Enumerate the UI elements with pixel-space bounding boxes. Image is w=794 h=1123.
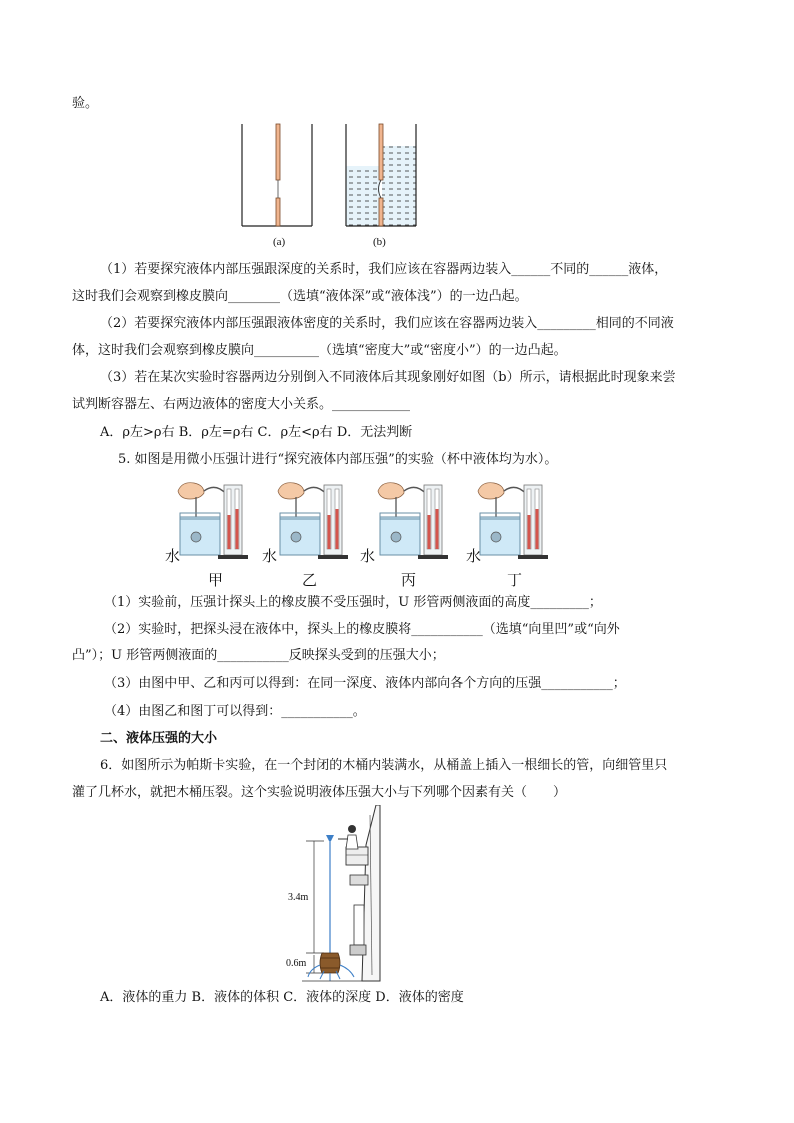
q5-stem: 5. 如图是用微小压强计进行“探究液体内部压强”的实验（杯中液体均为水）。 bbox=[118, 452, 558, 467]
label-water-4: 水 bbox=[466, 547, 482, 565]
label-yi: 乙 bbox=[302, 571, 318, 589]
q4-part2-line2: 体，这时我们会观察到橡皮膜向__________（选填“密度大”或“密度小”）的一边凸起。 bbox=[72, 343, 567, 358]
intro-tail: 验。 bbox=[72, 96, 99, 111]
label-jia: 甲 bbox=[208, 571, 224, 589]
caption-b: (b) bbox=[373, 236, 386, 248]
q5-part3: （3）由图中甲、乙和丙可以得到：在同一深度、液体内部向各个方向的压强___________； bbox=[104, 676, 626, 691]
container-b bbox=[346, 124, 416, 226]
q5-part2-line2: 凸”）；U 形管两侧液面的___________反映探头受到的压强大小； bbox=[72, 648, 445, 663]
q4-part3-line1: （3）若在某次实验时容器两边分别倒入不同液体后其现象刚好如图（b）所示，请根据此时现象来尝 bbox=[100, 370, 676, 385]
label-ding: 丁 bbox=[507, 571, 523, 589]
container-figure-ab bbox=[236, 120, 426, 252]
height-label-tube: 3.4m bbox=[288, 892, 309, 903]
q5-part4: （4）由图乙和图丁可以得到：___________。 bbox=[104, 704, 366, 719]
q4-part2-line1: （2）若要探究液体内部压强跟液体密度的关系时，我们应该在容器两边装入_________相同的不同液 bbox=[100, 316, 674, 331]
label-water-3: 水 bbox=[360, 547, 376, 565]
container-a bbox=[242, 124, 312, 226]
caption-a: (a) bbox=[273, 236, 286, 248]
q5-part2-line1: （2）实验时，把探头浸在液体中，探头上的橡皮膜将___________（选填“向里凹”或“向外 bbox=[104, 622, 620, 637]
q5-part1: （1）实验前，压强计探头上的橡皮膜不受压强时，U 形管两侧液面的高度_________； bbox=[104, 595, 602, 610]
q6-options: A．液体的重力 B．液体的体积 C．液体的深度 D．液体的密度 bbox=[100, 990, 464, 1005]
height-label-barrel: 0.6m bbox=[286, 958, 307, 969]
q6-stem-line2: 灌了几杯水，就把木桶压裂。这个实验说明液体压强大小与下列哪个因素有关（ ） bbox=[72, 785, 567, 800]
label-water-2: 水 bbox=[262, 547, 278, 565]
label-bing: 丙 bbox=[401, 571, 417, 589]
q4-part3-line2: 试判断容器左、右两边液体的密度大小关系。____________ bbox=[72, 397, 411, 412]
q4-part1-line2: 这时我们会观察到橡皮膜向________（选填“液体深”或“液体浅”）的一边凸起。 bbox=[72, 289, 528, 304]
q4-part1-line1: （1）若要探究液体内部压强跟深度的关系时，我们应该在容器两边装入______不同的______液体， bbox=[100, 262, 668, 277]
label-water-1: 水 bbox=[165, 547, 181, 565]
q6-stem-line1: 6．如图所示为帕斯卡实验，在一个封闭的木桶内装满水，从桶盖上插入一根细长的管，向细管里只 bbox=[100, 758, 668, 773]
q4-options: A．ρ左>ρ右 B．ρ左=ρ右 C．ρ左<ρ右 D．无法判断 bbox=[100, 425, 413, 440]
section-heading: 二、液体压强的大小 bbox=[100, 731, 218, 746]
